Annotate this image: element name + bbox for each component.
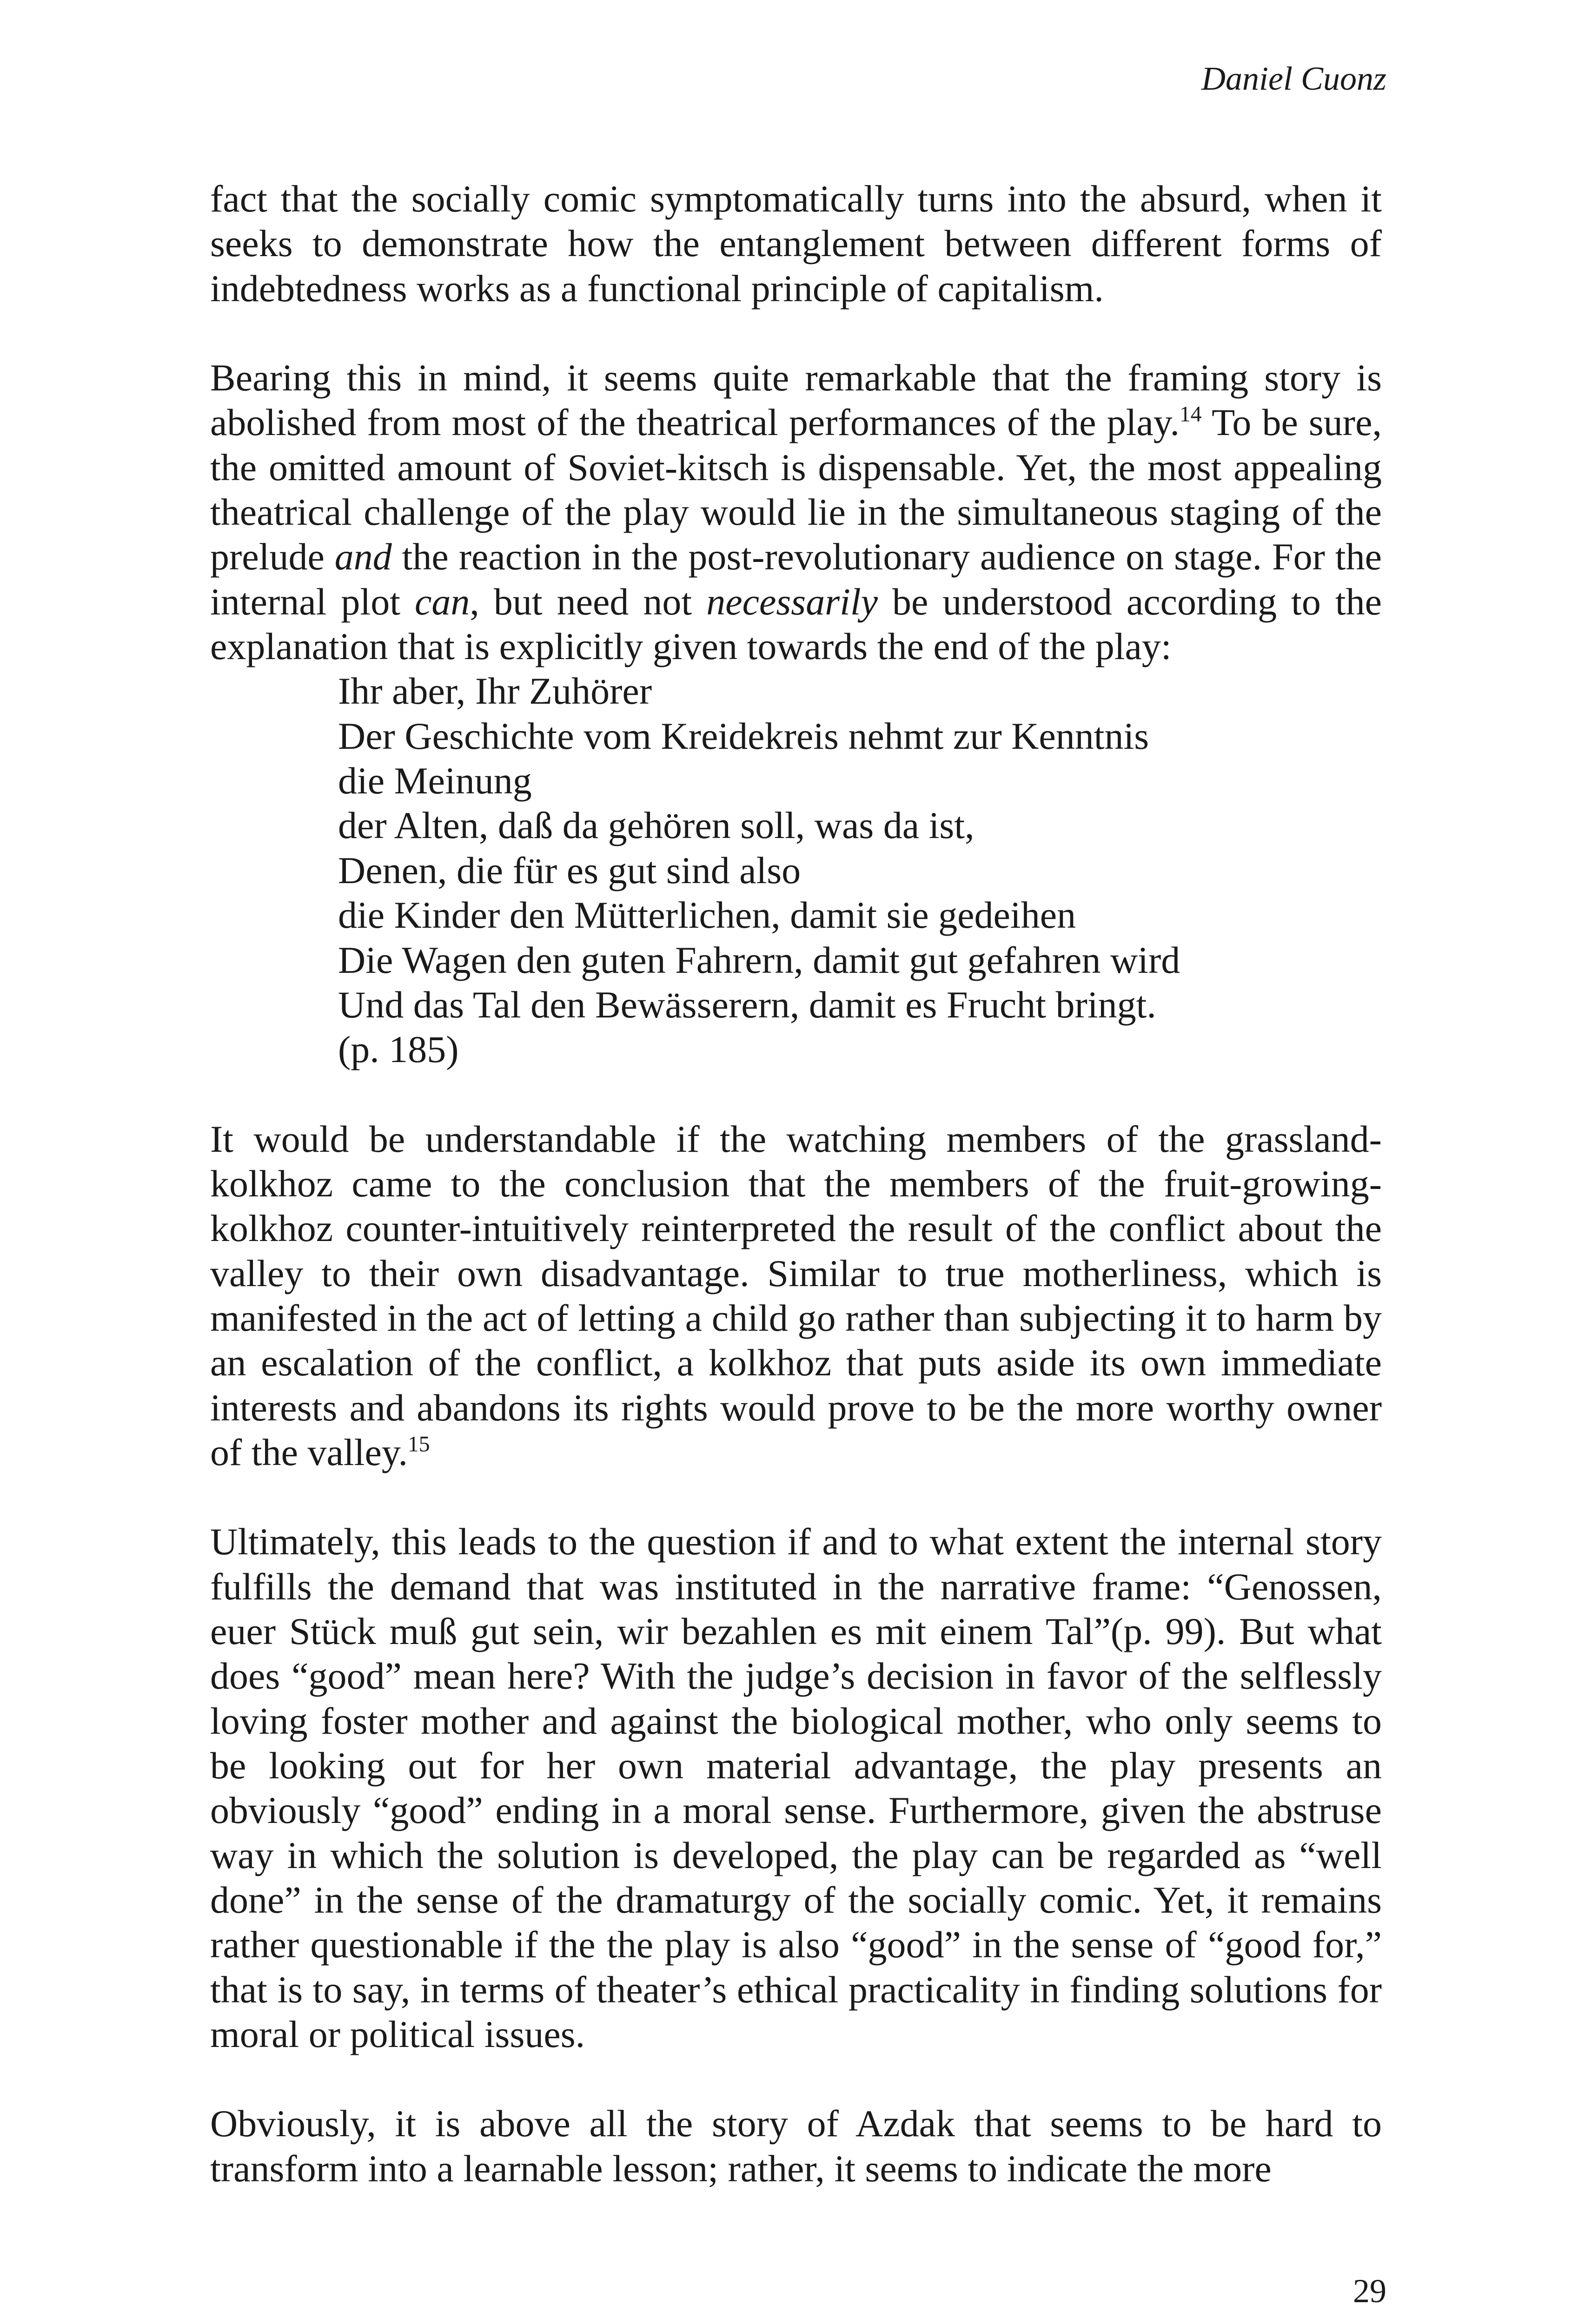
text-run: be understood according to the explanation that is explicitly given towards the end of the play: bbox=[210, 580, 1382, 668]
verse-line: die Kinder den Mütterlichen, damit sie gedeihen bbox=[338, 894, 1076, 937]
text-run: fact that the socially comic symptomatically turns into the absurd, when it seeks to demonstrate how the entanglement between different forms of indebtedness works as a functional principle of capitalism. bbox=[210, 178, 1382, 310]
footnote-marker: 15 bbox=[408, 1432, 430, 1457]
body-text bbox=[210, 177, 1382, 2191]
verse-line: Ihr aber, Ihr Zuhörer bbox=[338, 670, 652, 713]
paragraphs-after-quote bbox=[210, 1117, 1382, 2192]
text-run: Bearing this in mind, it seems quite remarkable that the framing story is abolished from most of the theatrical performances of the play. bbox=[210, 357, 1382, 444]
paragraph bbox=[210, 1519, 1382, 2057]
footnote-marker: 14 bbox=[1179, 402, 1202, 427]
verse-line: (p. 185) bbox=[338, 1028, 459, 1071]
emphasis-text: necessarily bbox=[706, 580, 878, 623]
block-quotation bbox=[338, 669, 1382, 1072]
verse-line: Der Geschichte vom Kreidekreis nehmt zur Kenntnis bbox=[338, 714, 1149, 757]
verse-line: Denen, die für es gut sind also bbox=[338, 849, 801, 891]
verse-line: der Alten, daß da gehören soll, was da ist, bbox=[338, 804, 974, 847]
paragraph bbox=[210, 177, 1382, 311]
emphasis-text: and bbox=[334, 535, 392, 578]
text-run: To be sure, the omitted amount of Soviet-kitsch is dispensable. Yet, the most appealing theatrical challenge of the play would lie in the simultaneous staging of the prelude bbox=[210, 401, 1382, 578]
text-run: Ultimately, this leads to the question if and to what extent the internal story fulfills the demand that was instituted in the narrative frame: “Genossen, euer Stück muß gut sein, wir bezahlen es mit einem Tal”(p. 99). But what does “good” mean here? With the judge’s decision in favor of the selflessly loving foster mother and against the biological mother, who only seems to be looking out for her own material advantage, the play presents an obviously “good” ending in a moral sense. Furthermore, given the abstruse way in which the solution is developed, the play can be regarded as “well done” in the sense of the dramaturgy of the socially comic. Yet, it remains rather questionable if the the play is also “good” in the sense of “good for,” that is to say, in terms of theater’s ethical practicality in finding solutions for moral or political issues. bbox=[210, 1520, 1382, 2056]
text-run: It would be understandable if the watching members of the grassland-kolkhoz came to the conclusion that the members of the fruit-growing-kolkhoz counter-intuitively reinterpreted the result of the conflict about the valley to their own disadvantage. Similar to true motherliness, which is manifested in the act of letting a child go rather than subjecting it to harm by an escalation of the conflict, a kolkhoz that puts aside its own immediate interests and abandons its rights would prove to be the more worthy owner of the valley. bbox=[210, 1117, 1382, 1473]
verse-line: Die Wagen den guten Fahrern, damit gut gefahren wird bbox=[338, 938, 1180, 981]
text-run: Obviously, it is above all the story of Azdak that seems to be hard to transform into a learnable lesson; rather, it seems to indicate the more bbox=[210, 2102, 1382, 2190]
paragraphs-before-quote bbox=[210, 177, 1382, 669]
page-number: 29 bbox=[1353, 2272, 1386, 2310]
verse-line: Und das Tal den Bewässerern, damit es Frucht bringt. bbox=[338, 983, 1156, 1026]
verse-line: die Meinung bbox=[338, 759, 532, 802]
paragraph bbox=[210, 2101, 1382, 2191]
paragraph bbox=[210, 1117, 1382, 1475]
text-run: the reaction in the post-revolutionary audience on stage. For the internal plot bbox=[210, 535, 1382, 623]
running-head: Daniel Cuonz bbox=[1201, 60, 1386, 97]
text-run: , but need not bbox=[470, 580, 707, 623]
emphasis-text: can bbox=[414, 580, 470, 623]
paragraph bbox=[210, 356, 1382, 669]
